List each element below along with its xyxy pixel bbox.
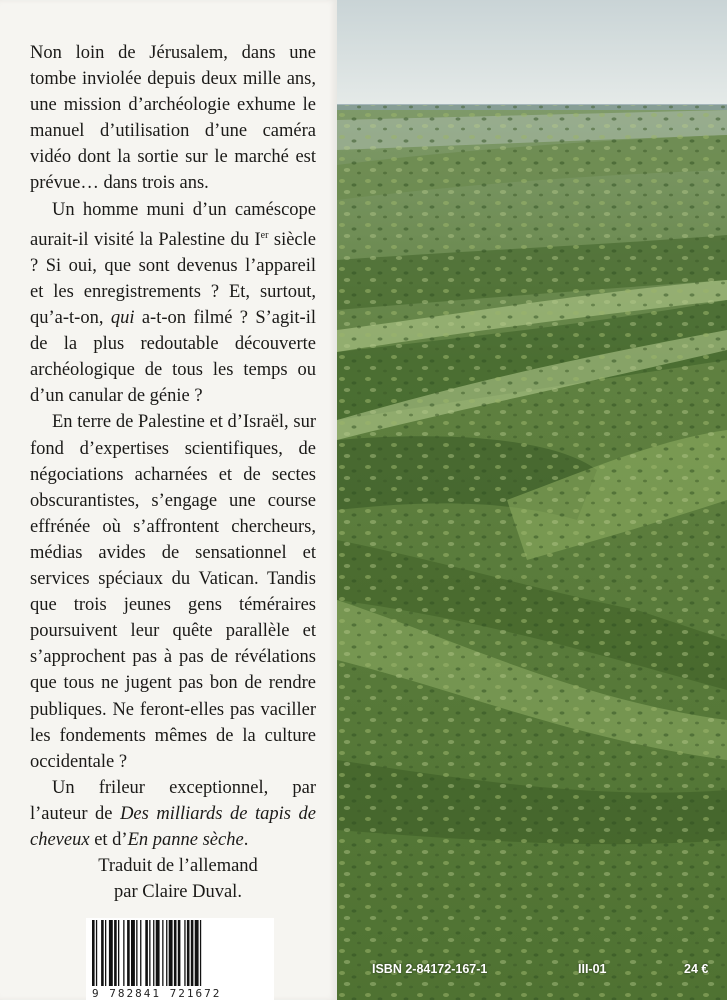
barcode-bar xyxy=(127,920,130,986)
barcode-bar xyxy=(145,920,148,986)
barcode-bar xyxy=(118,920,119,986)
barcode xyxy=(86,918,274,1000)
blurb-paragraph-2 xyxy=(30,197,316,410)
blurb-p2-start: Un homme muni d’un caméscope aurait-il visité la Palestine du I xyxy=(30,199,316,250)
blurb-p2-end: a-t-on filmé ? S’agit-il de la plus redoutable découverte archéologique de tous les temps ou d’un canular de génie ? xyxy=(30,308,316,407)
barcode-bar xyxy=(187,920,190,986)
barcode-bar xyxy=(174,920,177,986)
series-code: III-01 xyxy=(578,962,607,976)
blurb-p2-italic: qui xyxy=(110,308,135,329)
barcode-bar xyxy=(191,920,194,986)
book-title-1: Des milliards de tapis de cheveux xyxy=(30,803,316,850)
barcode-bar xyxy=(123,920,124,986)
barcode-bar xyxy=(169,920,173,986)
barcode-bar xyxy=(200,920,201,986)
barcode-bar xyxy=(105,920,106,986)
blurb-p4-start: Un frileur exceptionnel, par l’auteur de xyxy=(30,777,316,824)
blurb xyxy=(30,40,316,853)
barcode-digits: 9 782841 721672 xyxy=(92,988,222,1000)
blurb-p2-middle: siècle ? Si oui, que sont devenus l’appareil et les enregistrements ? Et, surtout, qu’a-t-on, xyxy=(30,229,316,329)
translation-credit-line-1: Traduit de l’allemand xyxy=(98,856,258,876)
blurb-paragraph-4 xyxy=(30,775,316,853)
blurb-p4-end: . xyxy=(243,829,249,850)
landscape-image xyxy=(337,0,727,1000)
barcode-bar xyxy=(109,920,113,986)
book-title-2: En panne sèche xyxy=(127,829,244,850)
barcode-bars xyxy=(86,918,274,988)
blurb-paragraph-1: Non loin de Jérusalem, dans une tombe inviolée depuis deux mille ans, une mission d’archéologie exhume le manuel d’utilisation d’une caméra vidéo dont la sortie sur le marché est prévue… dans trois ans. xyxy=(30,43,316,194)
isbn-number: ISBN 2-84172-167-1 xyxy=(372,962,488,976)
barcode-bar xyxy=(153,920,154,986)
translation-credit-line-2: par Claire Duval. xyxy=(114,882,242,902)
back-cover-text-panel xyxy=(0,0,337,1000)
translation-credit xyxy=(30,853,316,905)
barcode-bar xyxy=(184,920,185,986)
price-label: 24 € xyxy=(684,962,709,976)
barcode-bar xyxy=(149,920,150,986)
barcode-bar xyxy=(101,920,104,986)
barcode-bar xyxy=(166,920,167,986)
barcode-bar xyxy=(195,920,199,986)
barcode-bar xyxy=(114,920,117,986)
blurb-paragraph-3: En terre de Palestine et d’Israël, sur fond d’expertises scientifiques, de négociations acharnées et de sectes obscurantistes, s’engage une course effrénée où s’affrontent chercheurs, médias avides de sensationnel et services spéciaux du Vatican. Tandis que trois jeunes gens téméraires poursuivent leur quête parallèle et s’approchent pas à pas de révélations que tous ne jugent pas bon de rendre publiques. Ne feront-elles pas vaciller les fondements mêmes de la culture occidentale ? xyxy=(30,412,316,772)
barcode-bar xyxy=(96,920,97,986)
barcode-bar xyxy=(131,920,135,986)
barcode-bar xyxy=(156,920,160,986)
barcode-bar xyxy=(162,920,163,986)
blurb-p4-middle: et d’ xyxy=(89,829,128,850)
barcode-bar xyxy=(136,920,137,986)
barcode-bar xyxy=(178,920,181,986)
barcode-bar xyxy=(92,920,95,986)
century-superscript: er xyxy=(260,229,269,241)
barcode-bar xyxy=(140,920,141,986)
cover-photo xyxy=(337,0,727,1000)
